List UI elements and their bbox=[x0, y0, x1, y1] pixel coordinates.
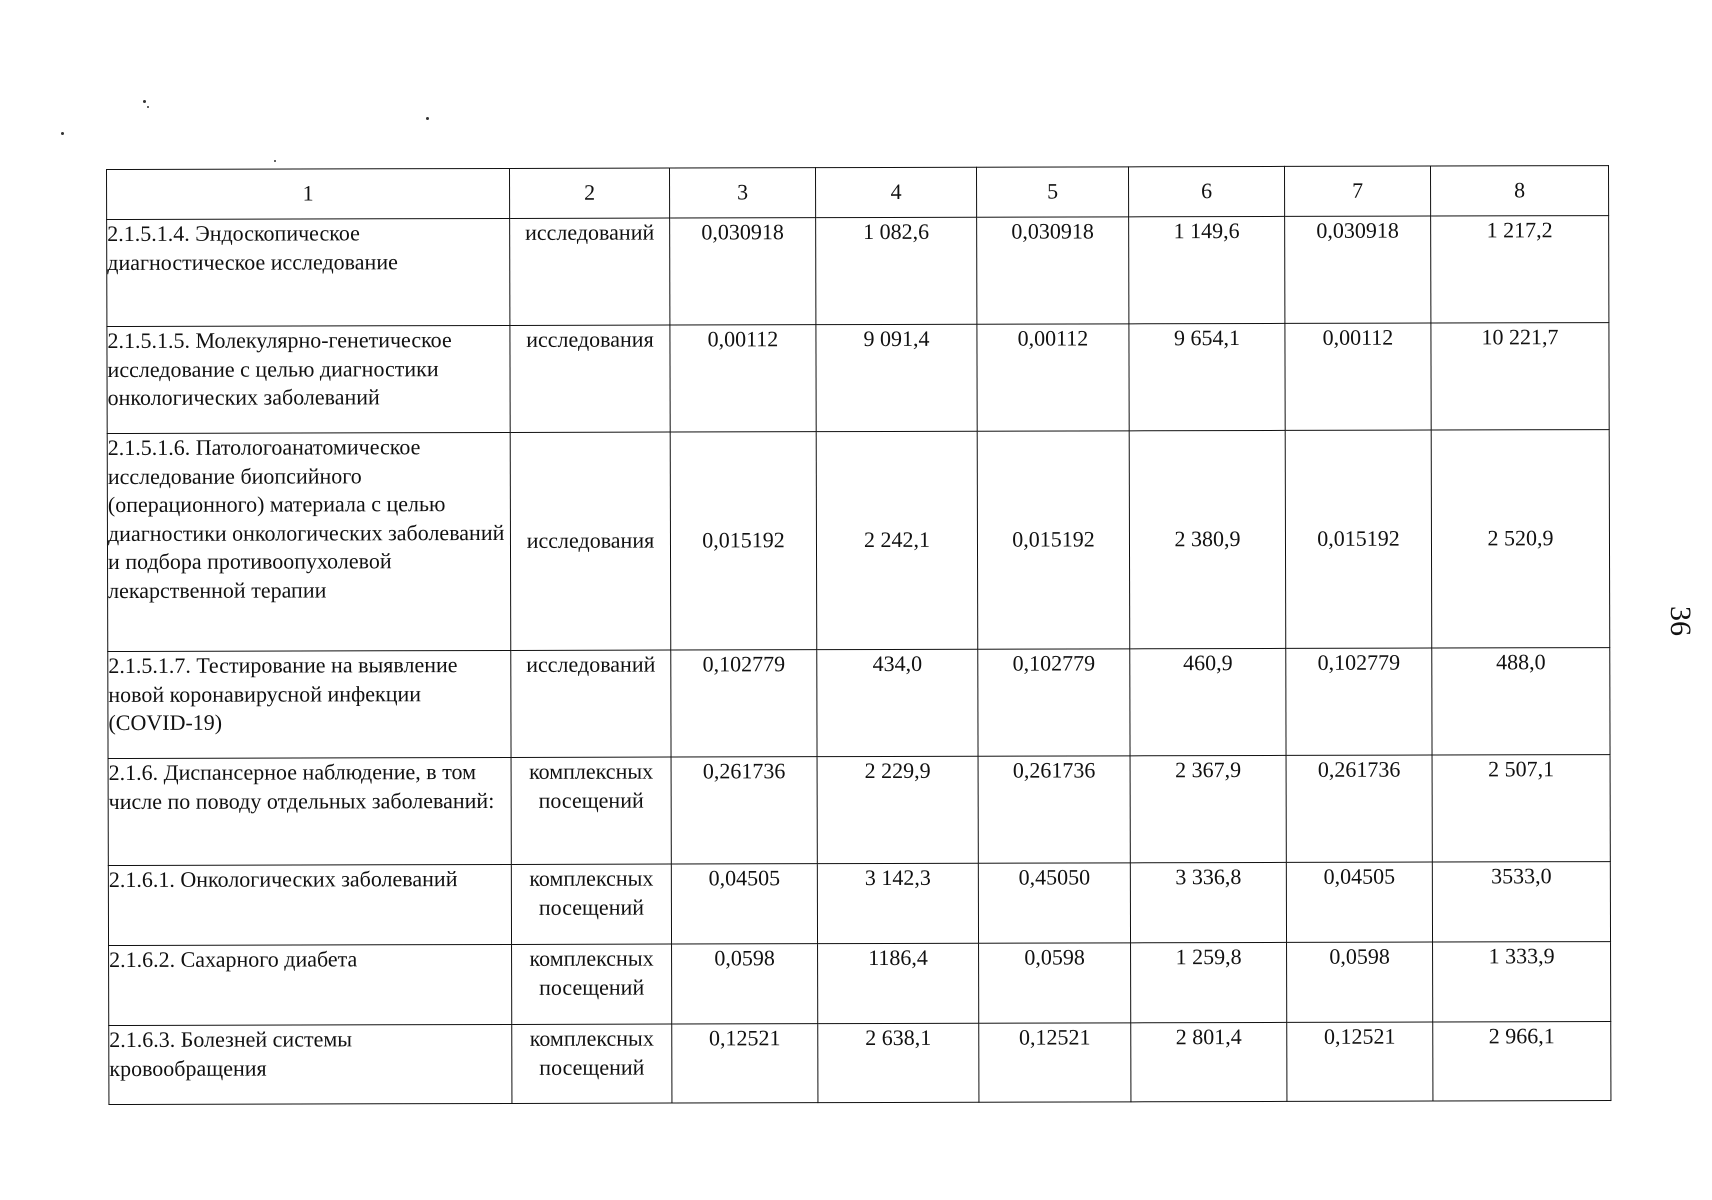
cell-value: 0,0598 bbox=[672, 944, 818, 1024]
row-unit: комплексных посещений bbox=[512, 944, 672, 1024]
column-header: 1 bbox=[107, 168, 510, 219]
cell-value: 2 520,9 bbox=[1431, 430, 1610, 648]
column-header: 5 bbox=[976, 167, 1128, 217]
row-unit: исследований bbox=[511, 650, 671, 757]
cell-value: 0,45050 bbox=[978, 863, 1130, 943]
cell-value: 3533,0 bbox=[1432, 862, 1610, 942]
tariff-table bbox=[106, 165, 1611, 1105]
cell-value: 3 142,3 bbox=[817, 863, 978, 943]
scan-speck bbox=[147, 106, 149, 108]
table-header-row bbox=[107, 166, 1609, 220]
cell-value: 0,0598 bbox=[1287, 942, 1433, 1022]
row-name: 2.1.6.1. Онкологических заболеваний bbox=[108, 864, 511, 945]
row-name: 2.1.5.1.7. Тестирование на выявление новой коронавирусной инфекции (COVID-19) bbox=[108, 650, 511, 758]
table-row bbox=[108, 755, 1610, 866]
cell-value: 10 221,7 bbox=[1431, 323, 1609, 430]
cell-value: 0,04505 bbox=[1286, 862, 1432, 942]
table-row bbox=[108, 648, 1610, 759]
cell-value: 0,261736 bbox=[978, 756, 1130, 863]
table-row bbox=[108, 862, 1610, 946]
cell-value: 1186,4 bbox=[818, 943, 979, 1023]
cell-value: 0,00112 bbox=[977, 324, 1129, 431]
cell-value: 0,102779 bbox=[671, 650, 817, 757]
column-header: 8 bbox=[1430, 166, 1608, 216]
column-header: 7 bbox=[1284, 166, 1430, 216]
cell-value: 0,030918 bbox=[670, 218, 816, 325]
column-header: 6 bbox=[1128, 166, 1284, 216]
column-header: 2 bbox=[509, 168, 669, 218]
cell-value: 1 082,6 bbox=[816, 217, 977, 324]
cell-value: 0,261736 bbox=[1286, 755, 1432, 862]
cell-value: 0,04505 bbox=[671, 864, 817, 944]
cell-value: 0,00112 bbox=[1285, 323, 1431, 430]
cell-value: 2 380,9 bbox=[1129, 430, 1286, 648]
cell-value: 0,030918 bbox=[1285, 216, 1431, 323]
cell-value: 0,102779 bbox=[978, 649, 1130, 756]
scan-speck bbox=[426, 117, 429, 120]
row-unit: исследования bbox=[510, 432, 671, 650]
cell-value: 460,9 bbox=[1130, 648, 1286, 755]
page-number: 36 bbox=[1664, 606, 1697, 636]
scan-speck bbox=[274, 160, 276, 162]
table-row bbox=[109, 1022, 1611, 1105]
cell-value: 2 242,1 bbox=[816, 431, 978, 649]
cell-value: 9 654,1 bbox=[1129, 323, 1285, 430]
row-name: 2.1.6.2. Сахарного диабета bbox=[109, 944, 512, 1025]
scan-speck bbox=[143, 100, 146, 103]
cell-value: 2 229,9 bbox=[817, 756, 978, 863]
row-name: 2.1.5.1.5. Молекулярно-генетическое исследование с целью диагностики онкологических заболеваний bbox=[107, 325, 510, 433]
cell-value: 1 217,2 bbox=[1431, 216, 1609, 323]
cell-value: 488,0 bbox=[1432, 648, 1610, 755]
cell-value: 0,015192 bbox=[670, 432, 817, 650]
cell-value: 0,015192 bbox=[977, 431, 1130, 649]
cell-value: 0,12521 bbox=[1287, 1022, 1433, 1101]
cell-value: 434,0 bbox=[817, 649, 978, 756]
table-row bbox=[107, 430, 1610, 652]
cell-value: 9 091,4 bbox=[816, 324, 977, 431]
cell-value: 0,0598 bbox=[979, 943, 1131, 1023]
cell-value: 1 149,6 bbox=[1129, 216, 1285, 323]
row-name: 2.1.6.3. Болезней системы кровообращения bbox=[109, 1024, 512, 1104]
cell-value: 3 336,8 bbox=[1130, 862, 1286, 942]
cell-value: 1 333,9 bbox=[1433, 942, 1611, 1022]
cell-value: 0,261736 bbox=[671, 757, 817, 864]
row-unit: комплексных посещений bbox=[511, 757, 671, 864]
row-unit: исследования bbox=[510, 325, 670, 432]
cell-value: 0,00112 bbox=[670, 325, 816, 432]
scan-speck bbox=[61, 132, 64, 135]
column-header: 3 bbox=[669, 168, 815, 218]
cell-value: 0,030918 bbox=[977, 217, 1129, 324]
row-name: 2.1.6. Диспансерное наблюдение, в том числе по поводу отдельных заболеваний: bbox=[108, 757, 511, 865]
cell-value: 1 259,8 bbox=[1131, 942, 1287, 1022]
table-row bbox=[107, 216, 1609, 327]
cell-value: 0,12521 bbox=[672, 1024, 818, 1103]
table-row bbox=[109, 942, 1611, 1026]
cell-value: 2 801,4 bbox=[1131, 1022, 1287, 1101]
row-name: 2.1.5.1.6. Патологоанатомическое исследование биопсийного (операционного) материала с целью диагностики онкологических заболеваний и подбора противоопухолевой лекарственной терапии bbox=[107, 432, 511, 651]
cell-value: 2 367,9 bbox=[1130, 755, 1286, 862]
table-row bbox=[107, 323, 1609, 434]
row-unit: комплексных посещений bbox=[511, 864, 671, 944]
cell-value: 0,12521 bbox=[979, 1023, 1131, 1102]
row-unit: комплексных посещений bbox=[512, 1024, 672, 1103]
cell-value: 2 638,1 bbox=[818, 1023, 979, 1102]
row-name: 2.1.5.1.4. Эндоскопическое диагностическое исследование bbox=[107, 218, 510, 326]
cell-value: 2 507,1 bbox=[1432, 755, 1610, 862]
cell-value: 0,102779 bbox=[1286, 648, 1432, 755]
cell-value: 0,015192 bbox=[1285, 430, 1432, 648]
row-unit: исследований bbox=[510, 218, 670, 325]
cell-value: 2 966,1 bbox=[1433, 1022, 1611, 1101]
column-header: 4 bbox=[815, 167, 976, 217]
